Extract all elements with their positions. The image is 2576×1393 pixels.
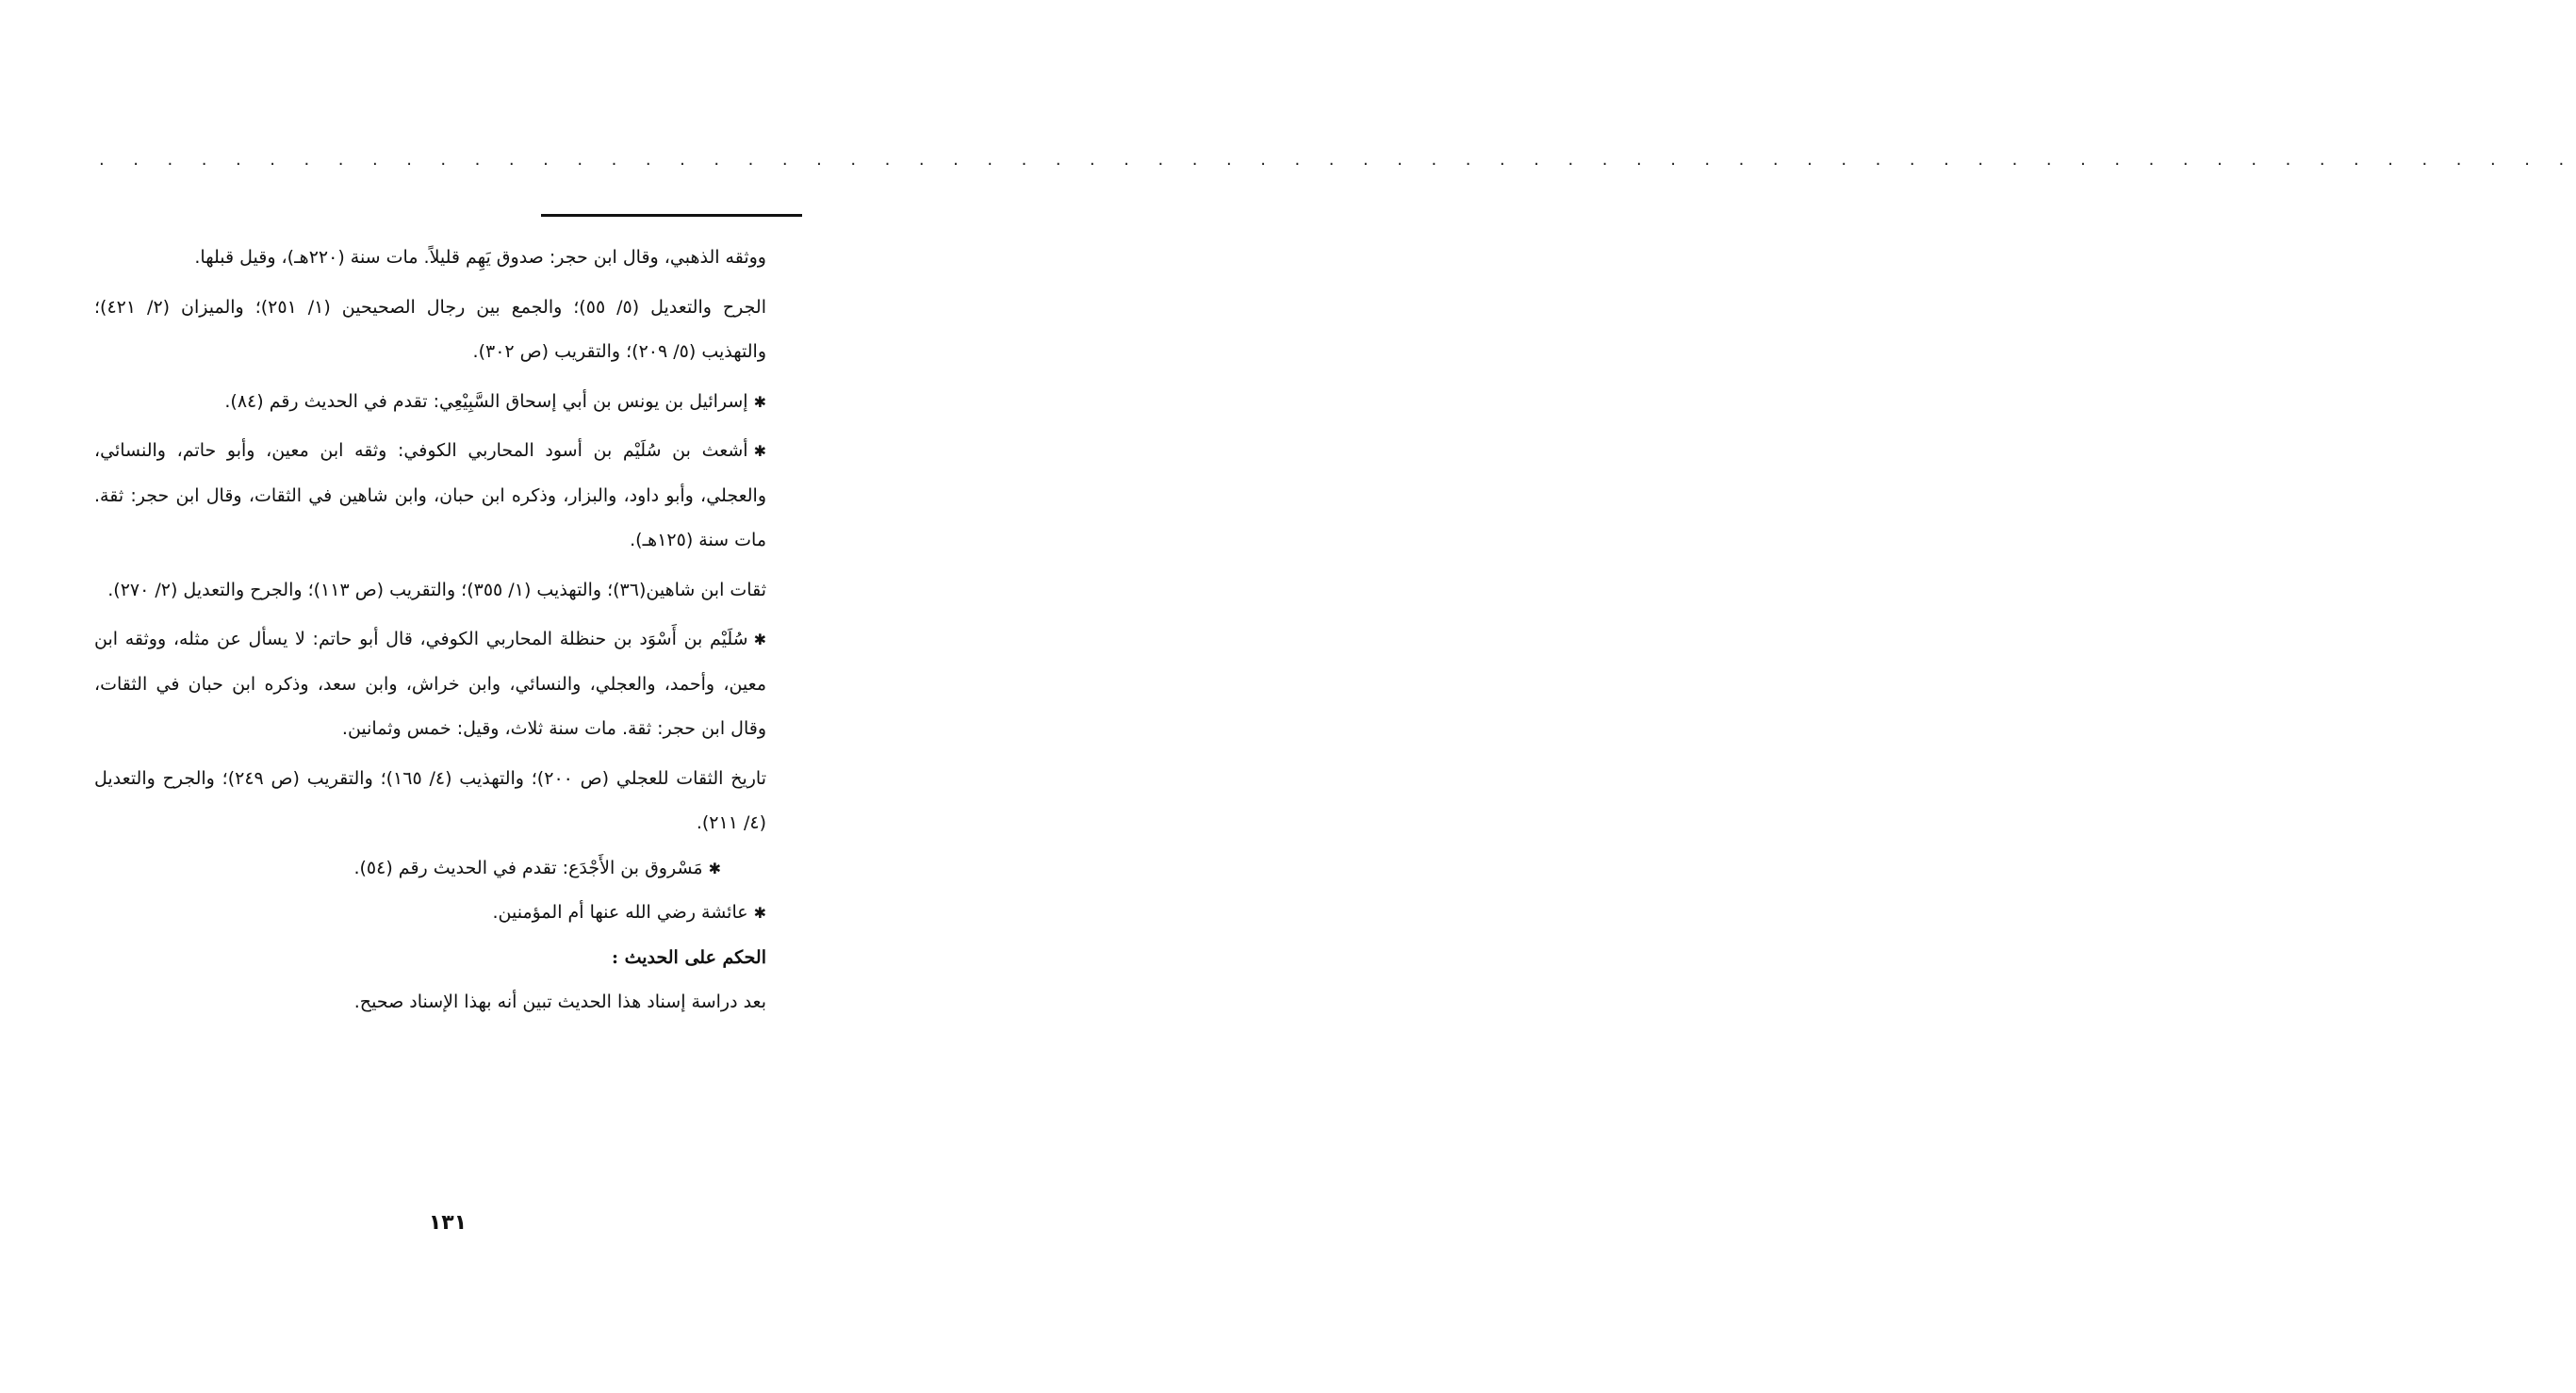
asterisk-icon: ✱ <box>753 442 766 460</box>
paragraph-5: ثقات ابن شاهين(٣٦)؛ والتهذيب (١/ ٣٥٥)؛ والتقريب (ص ١١٣)؛ والجرح والتعديل (٢/ ٢٧٠). <box>107 579 766 600</box>
list-item-text: سُلَيْم بن أَسْوَد بن حنظلة المحاربي الكوفي، قال أبو حاتم: لا يسأل عن مثله، ووثقه ابن معين، وأحمد، والعجلي، والنسائي، وابن خراش، وابن سعد، وذكره ابن حبان في الثقات، وقال ابن حجر: ثقة. مات سنة ثلاث، وقيل: خمس وثمانين. <box>94 629 766 739</box>
asterisk-icon: ✱ <box>753 631 766 648</box>
list-item-sulaym <box>94 617 766 752</box>
list-item-ashath <box>94 429 766 564</box>
paragraph-1: ووثقه الذهبي، وقال ابن حجر: صدوق يَهِم قليلاً. مات سنة (٢٢٠هـ)، وقيل قبلها. <box>194 247 766 268</box>
page-number: ١٣١ <box>428 1211 468 1235</box>
ruling-heading: الحكم على الحديث : <box>611 946 766 968</box>
ruling-text: بعد دراسة إسناد هذا الحديث تبين أنه بهذا الإسناد صحيح. <box>353 991 766 1012</box>
asterisk-icon: ✱ <box>753 392 766 411</box>
list-item-text: إسرائيل بن يونس بن أبي إسحاق السَّبِيْعِي: تقدم في الحديث رقم (٨٤). <box>224 390 748 412</box>
list-item-text: عائشة رضي الله عنها أم المؤمنين. <box>492 902 748 923</box>
separator-dots: . . . . . . . . . . . . . . . . . . . . . . . . . . . . . . . . . . . . . . . . . . . . . . . . . . . . . . . . . . . . . . . . . . . . . . . . . <box>99 150 2576 170</box>
list-item-masruq <box>94 846 721 892</box>
list-item-aisha <box>94 891 766 936</box>
asterisk-icon: ✱ <box>708 859 721 877</box>
list-item-text: مَسْروق بن الأَجْدَع: تقدم في الحديث رقم (٥٤). <box>353 857 703 878</box>
asterisk-icon: ✱ <box>753 904 766 922</box>
list-item-israil <box>94 380 766 425</box>
paragraph-7: تاريخ الثقات للعجلي (ص ٢٠٠)؛ والتهذيب (٤/ ١٦٥)؛ والتقريب (ص ٢٤٩)؛ والجرح والتعديل (٤/ ٢١١). <box>94 767 766 833</box>
list-item-text: أشعث بن سُلَيْم بن أسود المحاربي الكوفي: وثقه ابن معين، وأبو حاتم، والنسائي، والعجلي، وأبو داود، والبزار، وذكره ابن حبان، وابن شاهين في الثقات، وقال ابن حجر: ثقة. مات سنة (١٢٥هـ). <box>94 440 766 550</box>
paragraph-2: الجرح والتعديل (٥/ ٥٥)؛ والجمع بين رجال الصحيحين (١/ ٢٥١)؛ والميزان (٢/ ٤٢١)؛ والتهذيب (٥/ ٢٠٩)؛ والتقريب (ص ٣٠٢). <box>94 296 766 362</box>
footnote-rule <box>541 214 802 217</box>
footnote-body <box>94 236 766 1025</box>
